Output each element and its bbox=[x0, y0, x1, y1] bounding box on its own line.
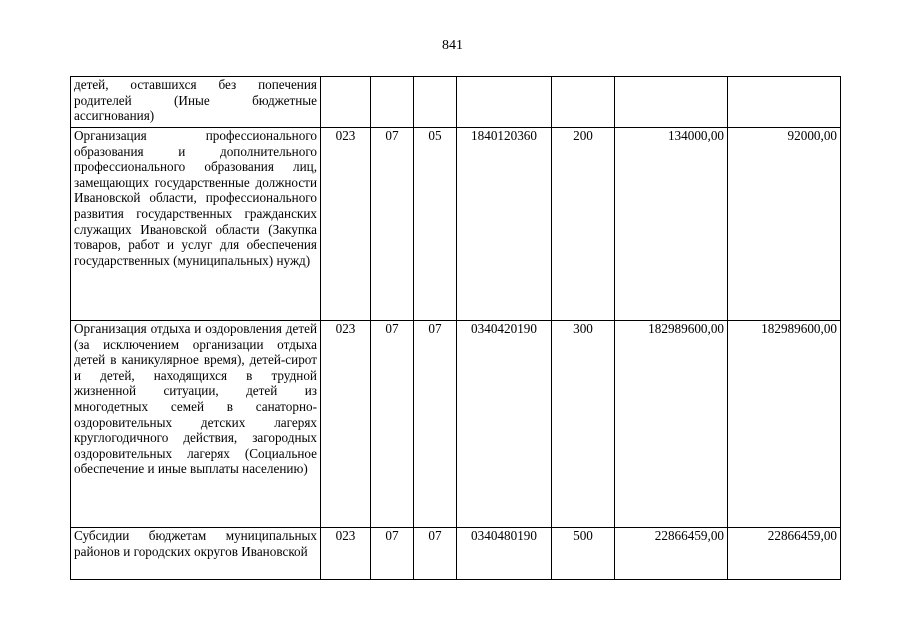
amount-2: 22866459,00 bbox=[728, 528, 841, 580]
amount-1: 134000,00 bbox=[615, 128, 728, 321]
subsection-code: 07 bbox=[414, 321, 457, 528]
table-row bbox=[71, 321, 841, 528]
subsection-code: 07 bbox=[414, 528, 457, 580]
target-article-code: 0340480190 bbox=[457, 528, 552, 580]
row-description: Субсидии бюджетам муниципальных районов и городских округов Ивановской bbox=[71, 528, 321, 580]
row-description: Организация профессионального образования и дополнительного профессионального образования лиц, замещающих государственные должности Ивановской области, профессионального развития государственных гражданских служащих Ивановской области (Закупка товаров, работ и услуг для обеспечения государственных (муниципальных) нужд) bbox=[71, 128, 321, 321]
ministry-code bbox=[321, 77, 371, 128]
target-article-code: 0340420190 bbox=[457, 321, 552, 528]
section-code: 07 bbox=[371, 128, 414, 321]
page-number: 841 bbox=[442, 38, 463, 53]
amount-1: 182989600,00 bbox=[615, 321, 728, 528]
row-description: Организация отдыха и оздоровления детей (за исключением организации отдыха детей в каникулярное время), детей-сирот и детей, находящихся в трудной жизненной ситуации, детей из многодетных семей в санаторно-оздоровительных детских лагерях круглогодичного действия, загородных оздоровительных лагерях (Социальное обеспечение и иные выплаты населению) bbox=[71, 321, 321, 528]
section-code: 07 bbox=[371, 321, 414, 528]
ministry-code: 023 bbox=[321, 321, 371, 528]
subsection-code bbox=[414, 77, 457, 128]
amount-1: 22866459,00 bbox=[615, 528, 728, 580]
table-row bbox=[71, 77, 841, 128]
target-article-code: 1840120360 bbox=[457, 128, 552, 321]
expense-type-code: 500 bbox=[552, 528, 615, 580]
expense-type-code: 300 bbox=[552, 321, 615, 528]
expense-type-code bbox=[552, 77, 615, 128]
ministry-code: 023 bbox=[321, 128, 371, 321]
expense-type-code: 200 bbox=[552, 128, 615, 321]
table-row bbox=[71, 528, 841, 580]
section-code bbox=[371, 77, 414, 128]
ministry-code: 023 bbox=[321, 528, 371, 580]
budget-table bbox=[70, 76, 841, 580]
amount-1 bbox=[615, 77, 728, 128]
amount-2: 92000,00 bbox=[728, 128, 841, 321]
target-article-code bbox=[457, 77, 552, 128]
subsection-code: 05 bbox=[414, 128, 457, 321]
amount-2 bbox=[728, 77, 841, 128]
amount-2: 182989600,00 bbox=[728, 321, 841, 528]
row-description: детей, оставшихся без попечения родителей (Иные бюджетные ассигнования) bbox=[71, 77, 321, 128]
table-row bbox=[71, 128, 841, 321]
section-code: 07 bbox=[371, 528, 414, 580]
